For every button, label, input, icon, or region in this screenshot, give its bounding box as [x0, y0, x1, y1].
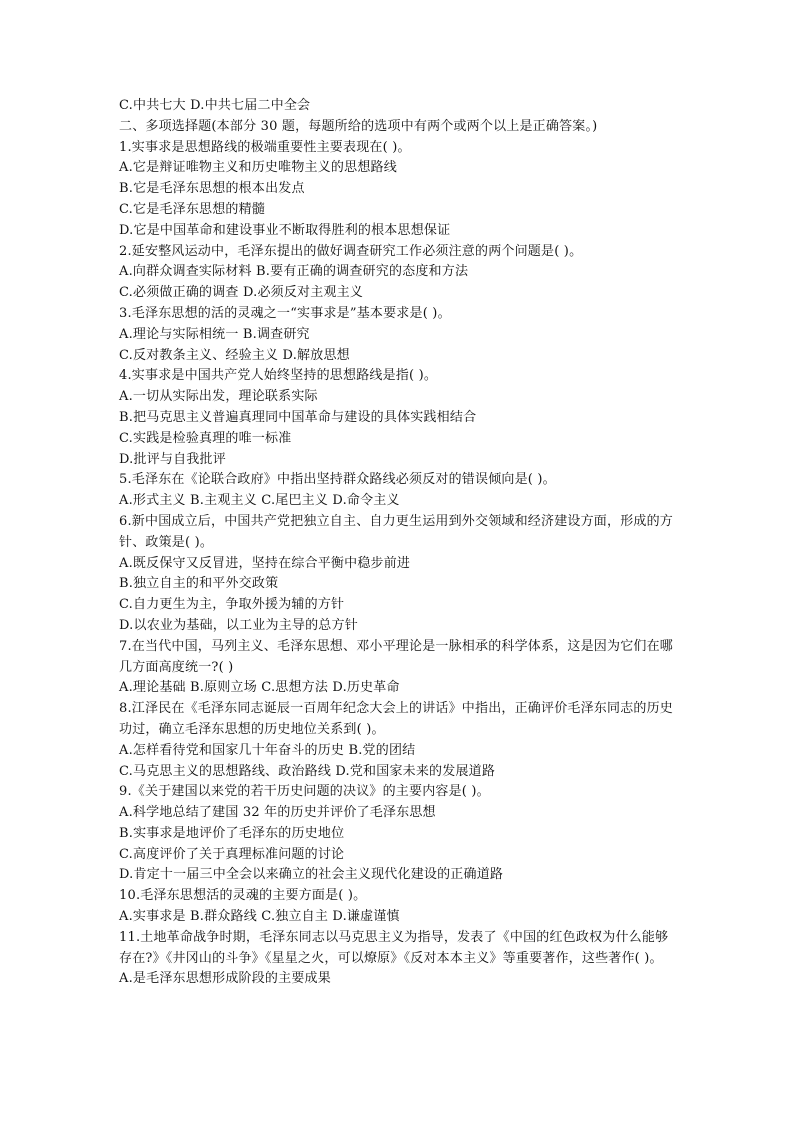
question-6: 6.新中国成立后，中国共产党把独立自主、自力更生运用到外交领域和经济建设方面，形成的方针、政策是( )。 [119, 513, 674, 550]
question-1: 1.实事求是思想路线的极端重要性主要表现在( )。 [119, 139, 411, 155]
question-2-options-cd: C.必须做正确的调查 D.必须反对主观主义 [119, 285, 364, 301]
question-6-option-c: C.自力更生为主，争取外援为辅的方针 [119, 597, 345, 613]
question-3: 3.毛泽东思想的活的灵魂之一“实事求是”基本要求是( )。 [119, 305, 451, 321]
question-8: 8.江泽民在《毛泽东同志诞辰一百周年纪念大会上的讲话》中指出，正确评价毛泽东同志的历史功过，确立毛泽东思想的历史地位关系到( )。 [119, 701, 674, 737]
question-1-option-d: D.它是中国革命和建设事业不断取得胜利的根本思想保证 [119, 222, 451, 238]
question-2: 2.延安整风运动中，毛泽东提出的做好调查研究工作必须注意的两个问题是( )。 [119, 243, 583, 259]
question-5-options: A.形式主义 B.主观主义 C.尾巴主义 D.命令主义 [119, 493, 400, 509]
question-9: 9.《关于建国以来党的若干历史问题的决议》的主要内容是( )。 [119, 784, 490, 800]
question-1-option-c: C.它是毛泽东思想的精髓 [119, 201, 266, 217]
question-10: 10.毛泽东思想活的灵魂的主要方面是( )。 [119, 888, 367, 904]
text-line: C.中共七大 D.中共七届二中全会 [119, 98, 311, 113]
question-5: 5.毛泽东在《论联合政府》中指出坚持群众路线必须反对的错误倾向是( )。 [119, 472, 556, 488]
question-6-option-a: A.既反保守又反冒进，坚持在综合平衡中稳步前进 [119, 555, 411, 571]
question-1-option-a: A.它是辩证唯物主义和历史唯物主义的思想路线 [119, 160, 397, 176]
question-3-options-ab: A.理论与实际相统一 B.调查研究 [119, 326, 310, 342]
question-4-option-c: C.实践是检验真理的唯一标准 [119, 430, 292, 446]
question-8-options-cd: C.马克思主义的思想路线、政治路线 D.党和国家未来的发展道路 [119, 763, 496, 779]
question-6-option-d: D.以农业为基础，以工业为主导的总方针 [119, 617, 358, 633]
question-8-options-ab: A.怎样看待党和国家几十年奋斗的历史 B.党的团结 [119, 742, 416, 758]
question-7: 7.在当代中国，马列主义、毛泽东思想、邓小平理论是一脉相承的科学体系，这是因为它们在哪几方面高度统一?( ) [119, 638, 674, 675]
question-3-options-cd: C.反对教条主义、经验主义 D.解放思想 [119, 347, 350, 363]
question-4-option-d: D.批评与自我批评 [119, 451, 226, 467]
question-10-options: A.实事求是 B.群众路线 C.独立自主 D.谦虚谨慎 [119, 909, 400, 925]
section-heading: 二、多项选择题(本部分 30 题，每题所给的选项中有两个或两个以上是正确答案。) [119, 118, 598, 134]
question-9-option-c: C.高度评价了关于真理标准问题的讨论 [119, 846, 345, 862]
document-body [119, 96, 679, 990]
question-9-option-d: D.肯定十一届三中全会以来确立的社会主义现代化建设的正确道路 [119, 867, 504, 883]
question-11: 11.土地革命战争时期，毛泽东同志以马克思主义为指导，发表了《中国的红色政权为什么能够存在?》《井冈山的斗争》《星星之火，可以燎原》《反对本本主义》等重要著作，这些著作( )。 [119, 929, 669, 966]
question-6-option-b: B.独立自主的和平外交政策 [119, 576, 279, 592]
question-1-option-b: B.它是毛泽东思想的根本出发点 [119, 181, 305, 197]
question-9-option-a: A.科学地总结了建国 32 年的历史并评价了毛泽东思想 [119, 805, 436, 821]
question-2-options-ab: A.向群众调查实际材料 B.要有正确的调查研究的态度和方法 [119, 264, 469, 280]
question-4-option-a: A.一切从实际出发，理论联系实际 [119, 389, 318, 405]
question-4-option-b: B.把马克思主义普遍真理同中国革命与建设的具体实践相结合 [119, 409, 477, 425]
question-9-option-b: B.实事求是地评价了毛泽东的历史地位 [119, 825, 345, 841]
question-4: 4.实事求是中国共产党人始终坚持的思想路线是指( )。 [119, 368, 438, 384]
question-7-options: A.理论基础 B.原则立场 C.思想方法 D.历史革命 [119, 680, 400, 696]
question-11-option-a: A.是毛泽东思想形成阶段的主要成果 [119, 971, 331, 987]
